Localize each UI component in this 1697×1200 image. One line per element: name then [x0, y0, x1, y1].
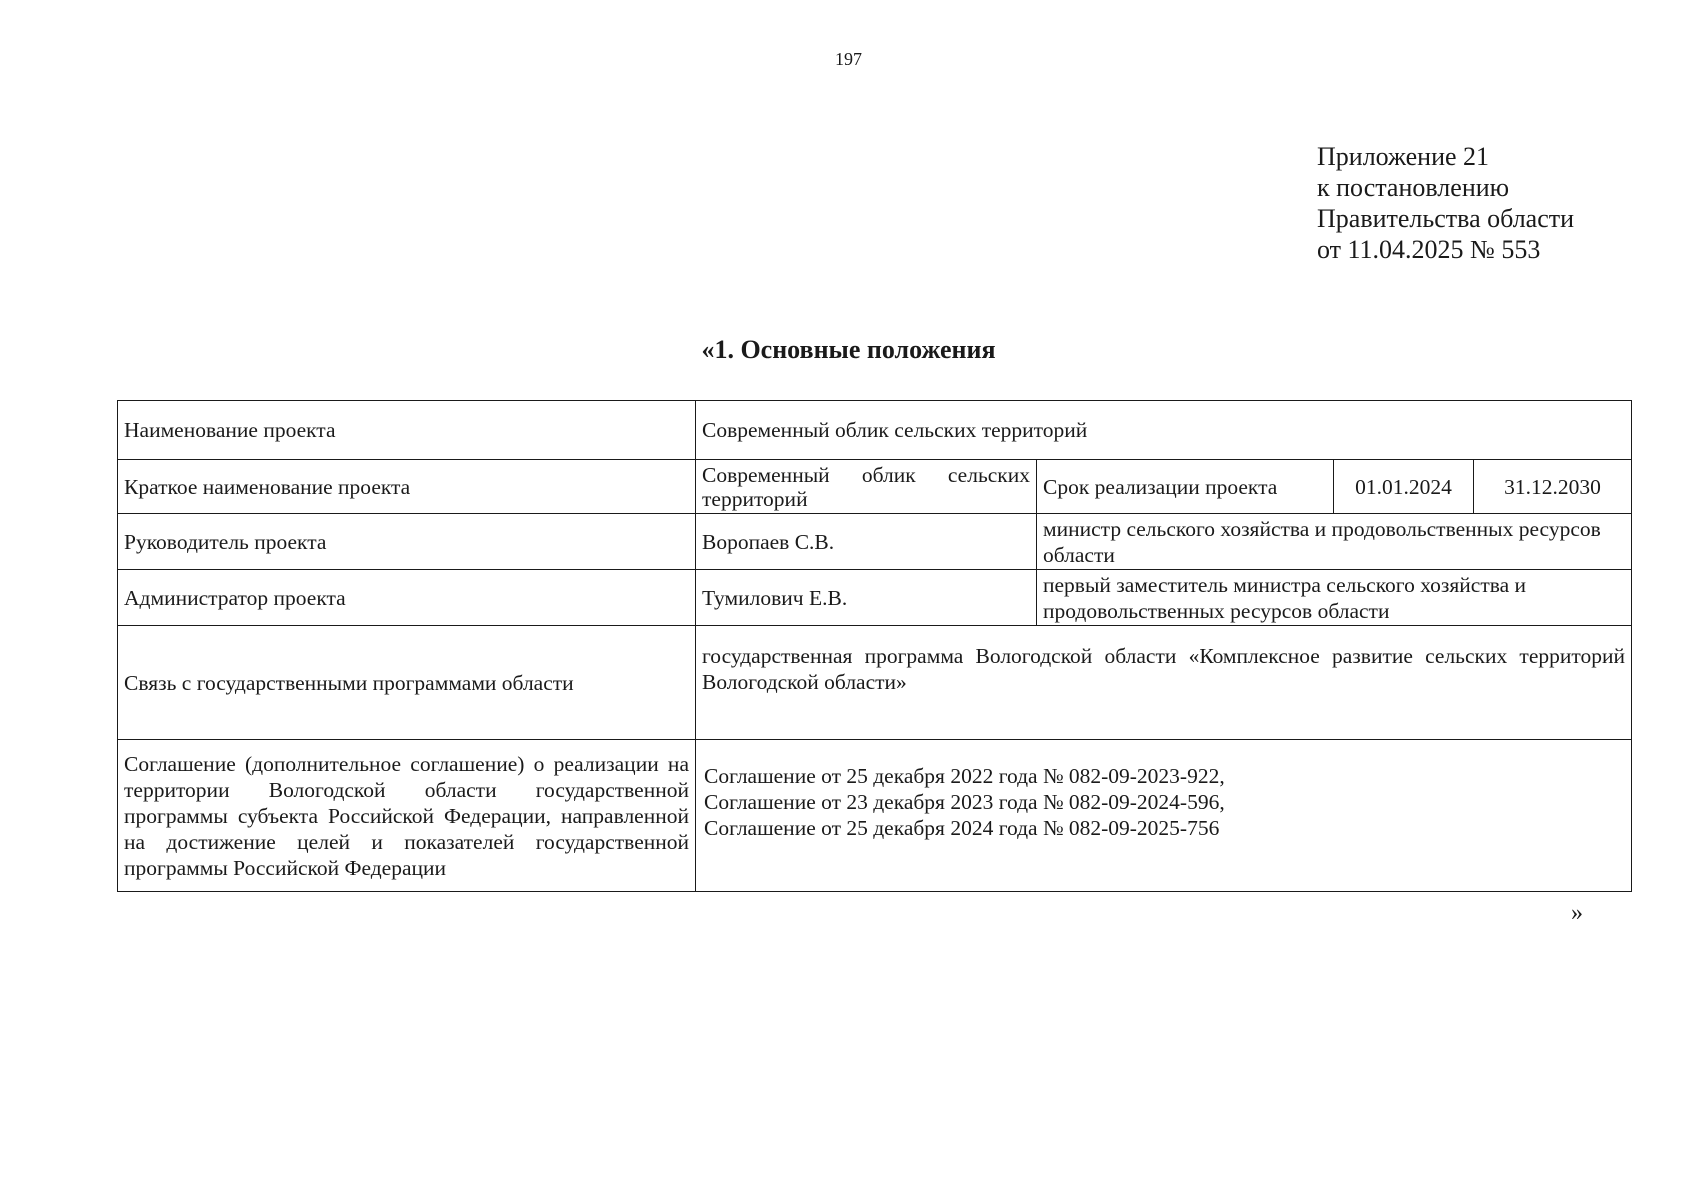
- term-end-date: 31.12.2030: [1474, 460, 1632, 514]
- programs-cell: [696, 626, 1632, 740]
- appendix-header: [1317, 141, 1574, 265]
- project-info-table: [117, 400, 1632, 892]
- agreement-item: Соглашение от 25 декабря 2022 года № 082-09-2023-922,: [704, 763, 1225, 788]
- administrator-name: Тумилович Е.В.: [696, 570, 1037, 626]
- table-row: [118, 401, 1632, 460]
- table-row: [118, 460, 1632, 514]
- table-row: [118, 626, 1632, 740]
- page-number: 197: [835, 49, 862, 69]
- appendix-line: Правительства области: [1317, 204, 1575, 233]
- term-start-date: 01.01.2024: [1334, 460, 1474, 514]
- table-row: [118, 740, 1632, 892]
- short-name-label: Краткое наименование проекта: [118, 460, 696, 514]
- table-row: [118, 514, 1632, 570]
- agreement-item: Соглашение от 23 декабря 2023 года № 082-09-2024-596,: [704, 789, 1225, 814]
- term-label: Срок реализации проекта: [1037, 460, 1334, 514]
- closing-quote: »: [1571, 900, 1583, 926]
- manager-name: Воропаев С.В.: [696, 514, 1037, 570]
- appendix-line: от 11.04.2025 № 553: [1317, 235, 1541, 264]
- programs-label: Связь с государственными программами области: [118, 626, 696, 740]
- agreement-item: Соглашение от 25 декабря 2024 года № 082-09-2025-756: [704, 815, 1220, 840]
- agreements-list: [702, 763, 1625, 841]
- manager-position: министр сельского хозяйства и продовольственных ресурсов области: [1037, 514, 1632, 570]
- table-row: [118, 570, 1632, 626]
- project-name-label: Наименование проекта: [118, 401, 696, 460]
- section-title: «1. Основные положения: [701, 335, 996, 364]
- manager-label: Руководитель проекта: [118, 514, 696, 570]
- project-name-value: Современный облик сельских территорий: [696, 401, 1632, 460]
- administrator-position: первый заместитель министра сельского хозяйства и продовольственных ресурсов области: [1037, 570, 1632, 626]
- appendix-line: Приложение 21: [1317, 142, 1490, 171]
- programs-value: государственная программа Вологодской области «Комплексное развитие сельских территорий Вологодской области»: [702, 643, 1625, 694]
- agreements-cell: [696, 740, 1632, 892]
- agreement-label: Соглашение (дополнительное соглашение) о реализации на территории Вологодской области государственной программы субъекта Российской Федерации, направленной на достижение целей и показателей государственной программы Российской Федерации: [118, 740, 696, 892]
- short-name-value: Современный облик сельских территорий: [696, 460, 1037, 514]
- appendix-line: к постановлению: [1317, 173, 1510, 202]
- administrator-label: Администратор проекта: [118, 570, 696, 626]
